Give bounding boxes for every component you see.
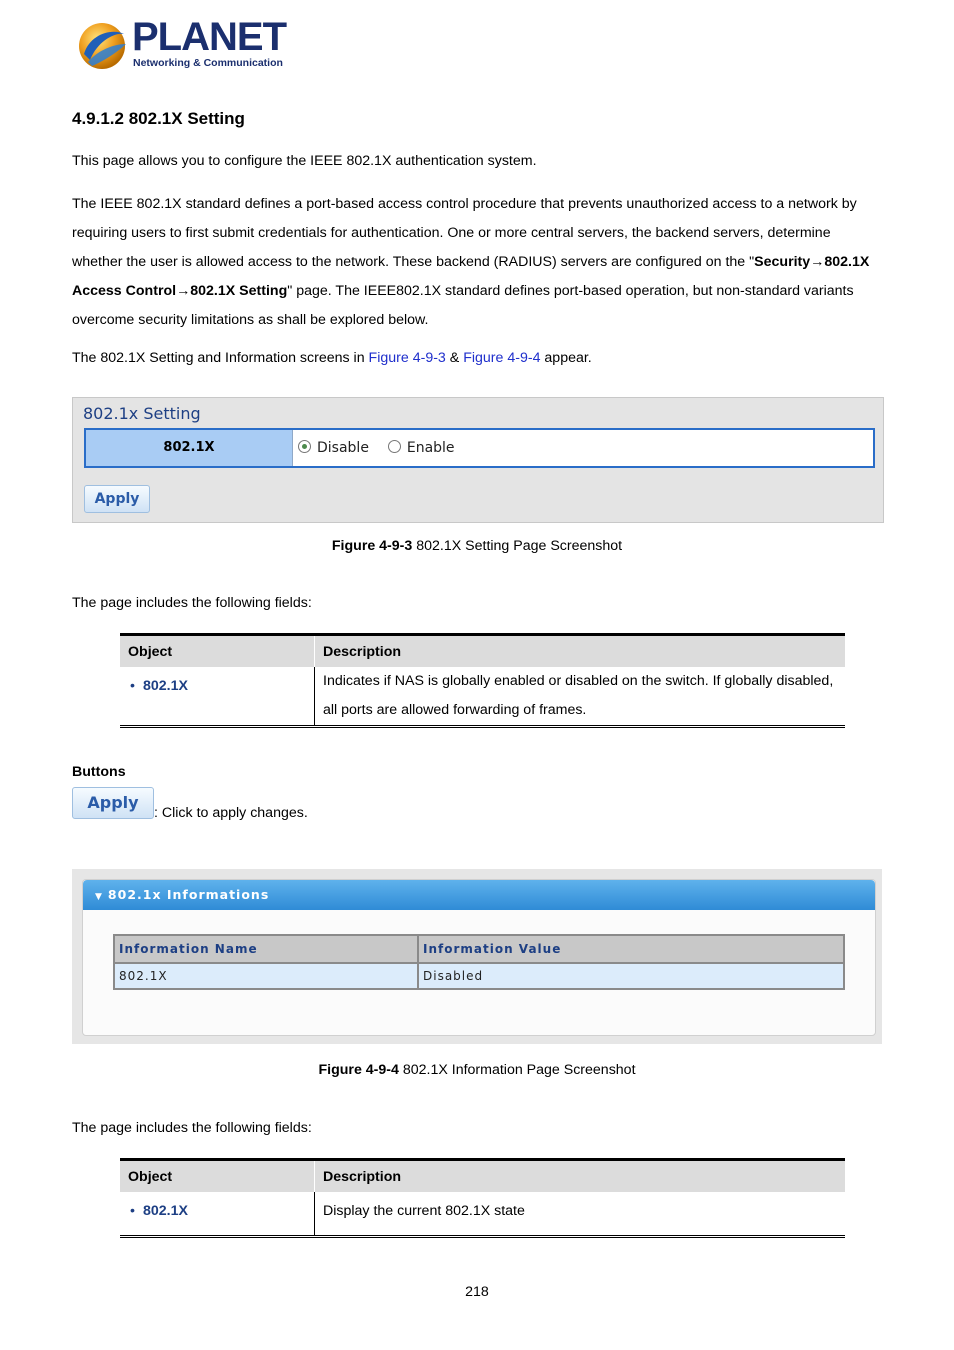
info-value-cell: Disabled <box>418 963 844 989</box>
apply-button-sample[interactable]: Apply <box>72 787 154 819</box>
column-header-name: Information Name <box>114 935 418 963</box>
brand-tagline: Networking & Communication <box>133 57 283 69</box>
description-line: Indicates if NAS is globally enabled or disabled on the switch. If globally disabled, <box>323 673 834 689</box>
table-row <box>114 963 844 989</box>
para-text: whether the user is allowed access to the network. These backend (RADIUS) servers are configured on the " <box>72 254 755 270</box>
para-line <box>72 248 887 277</box>
column-header-object: Object <box>120 635 315 668</box>
column-header-description: Description <box>315 1160 846 1193</box>
description-cell: Display the current 802.1X state <box>323 1203 525 1219</box>
para-line: requiring users to first submit credentials for authentication. One or more central servers, the backend servers, determine <box>72 225 831 241</box>
disable-label: Disable <box>317 440 369 456</box>
ref-prefix: The 802.1X Setting and Information screens in <box>72 350 369 366</box>
description-paragraph <box>72 190 887 335</box>
para-text: " page. The IEEE802.1X standard defines port-based operation, but non-standard variants <box>287 283 854 299</box>
fields-intro: The page includes the following fields: <box>72 595 312 611</box>
brand-wordmark: PLANET <box>132 15 286 59</box>
menu-path-bold: Security→802.1X <box>754 254 870 270</box>
section-title: 4.9.1.2 802.1X Setting <box>72 109 245 128</box>
column-header-description: Description <box>315 635 846 668</box>
triangle-down-icon[interactable]: ▼ <box>95 892 102 902</box>
table-row <box>120 667 845 727</box>
radio-group <box>298 430 455 466</box>
fields-table <box>120 1158 845 1238</box>
buttons-heading: Buttons <box>72 764 126 780</box>
para-line: overcome security limitations as shall be explored below. <box>72 312 429 328</box>
disable-radio[interactable] <box>298 440 311 453</box>
screens-reference <box>72 344 887 373</box>
apply-button[interactable]: Apply <box>84 485 150 513</box>
bullet-icon: • <box>130 1203 135 1219</box>
caption-text: 802.1X Setting Page Screenshot <box>412 538 623 554</box>
field-label: 802.1X <box>86 430 293 466</box>
apply-description: : Click to apply changes. <box>154 805 308 821</box>
panel-title: 802.1x Setting <box>83 404 201 423</box>
column-header-object: Object <box>120 1160 315 1193</box>
info-table <box>113 934 845 990</box>
fields-table <box>120 633 845 728</box>
object-name: 802.1X <box>142 1203 188 1219</box>
description-cell <box>315 667 846 727</box>
figure-link-4-9-3[interactable]: Figure 4-9-3 <box>368 350 446 366</box>
info-name-cell: 802.1X <box>114 963 418 989</box>
menu-path-bold: Access Control→802.1X Setting <box>72 283 288 299</box>
object-name: 802.1X <box>142 678 188 694</box>
page-number: 218 <box>465 1284 489 1300</box>
caption-label: Figure 4-9-3 <box>331 538 413 554</box>
object-cell <box>120 667 315 727</box>
bullet-icon: • <box>130 678 135 694</box>
para-line <box>72 277 887 306</box>
panel-header <box>83 880 875 910</box>
fields-intro: The page includes the following fields: <box>72 1120 312 1136</box>
description-line: all ports are allowed forwarding of frames. <box>323 702 587 718</box>
figure-caption <box>0 538 954 554</box>
information-screenshot <box>72 869 882 1044</box>
table-row <box>120 1192 845 1237</box>
figure-link-4-9-4[interactable]: Figure 4-9-4 <box>463 350 541 366</box>
figure-caption <box>0 1062 954 1078</box>
setting-table <box>84 428 875 468</box>
ref-mid: & <box>445 350 464 366</box>
object-cell <box>120 1192 315 1237</box>
planet-logo <box>76 15 286 74</box>
intro-text: This page allows you to configure the IEEE 802.1X authentication system. <box>72 153 537 169</box>
info-panel <box>82 879 876 1036</box>
caption-label: Figure 4-9-4 <box>318 1062 399 1078</box>
ref-suffix: appear. <box>540 350 592 366</box>
column-header-value: Information Value <box>418 935 844 963</box>
setting-screenshot <box>72 397 884 523</box>
panel-title: 802.1x Informations <box>107 887 270 902</box>
globe-logo-icon <box>76 20 128 72</box>
para-line: The IEEE 802.1X standard defines a port-based access control procedure that prevents unauthorized access to a network by <box>72 196 857 212</box>
enable-radio[interactable] <box>388 440 401 453</box>
enable-label: Enable <box>406 440 455 456</box>
caption-text: 802.1X Information Page Screenshot <box>398 1062 636 1078</box>
